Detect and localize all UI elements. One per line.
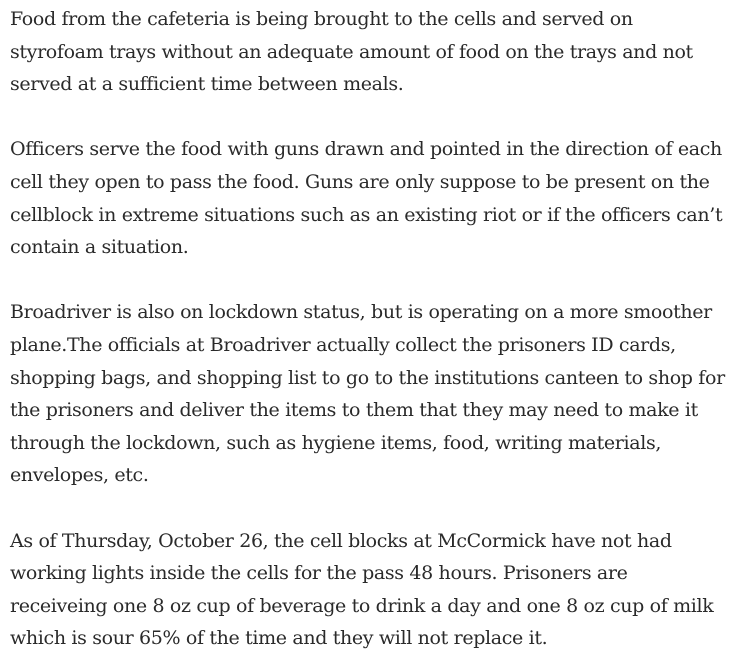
article-paragraph-officers-guns: Officers serve the food with guns drawn and pointed in the direction of each cell they open to pass the food. Guns are only suppose to be present on the cellblock in extreme situations such as an existing riot or if the officers can’t contain a situation. [10, 138, 723, 259]
article-paragraph-cafeteria-food: Food from the cafeteria is being brought to the cells and served on styrofoam trays without an adequate amount of food on the trays and not served at a sufficient time between meals. [10, 8, 693, 96]
article-body [10, 3, 725, 655]
article-paragraph-broadriver: Broadriver is also on lockdown status, but is operating on a more smoother plane.The officials at Broadriver actually collect the prisoners ID cards, shopping bags, and shopping list to go to the institutions canteen to shop for the prisoners and deliver the items to them that they may need to make it through the lockdown, such as hygiene items, food, writing materials, envelopes, etc. [10, 301, 725, 487]
article-paragraph-mccormick: As of Thursday, October 26, the cell blocks at McCormick have not had working lights inside the cells for the pass 48 hours. Prisoners are receiveing one 8 oz cup of beverage to drink a day and one 8 oz cup of milk which is sour 65% of the time and they will not replace it. [10, 529, 714, 650]
